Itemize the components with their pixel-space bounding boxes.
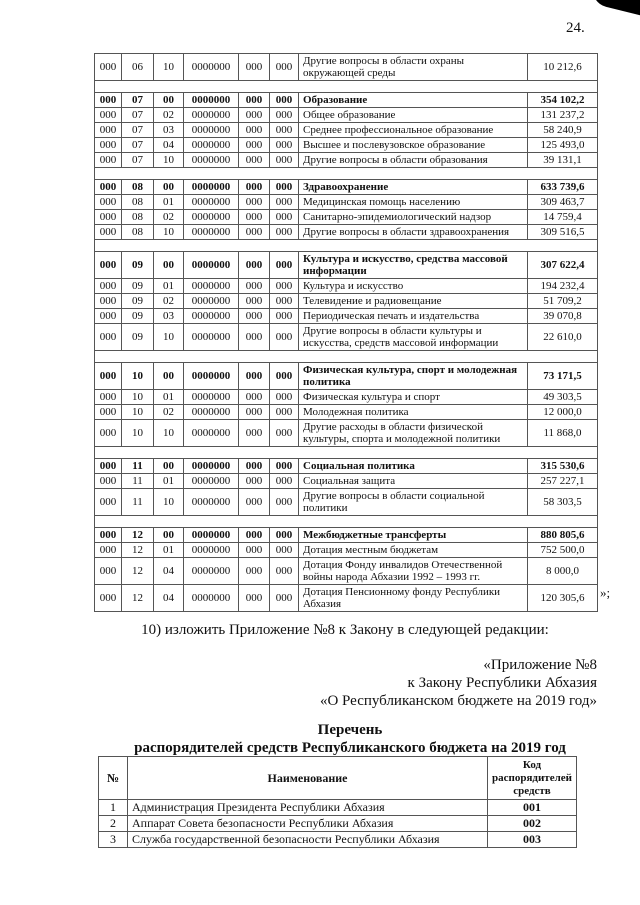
code-expense: 000 [239, 474, 270, 489]
code-expense: 000 [239, 420, 270, 447]
annex-header [320, 656, 597, 710]
code-target: 0000000 [184, 153, 239, 168]
code-economic: 000 [270, 294, 299, 309]
code-admin: 000 [95, 363, 122, 390]
code-expense: 000 [239, 93, 270, 108]
code-admin: 000 [95, 474, 122, 489]
expense-name: Другие вопросы в области культуры и искусства, средств массовой информации [299, 324, 528, 351]
expense-name: Высшее и послевузовское образование [299, 138, 528, 153]
amount: 125 493,0 [528, 138, 598, 153]
table-spacer-row [95, 447, 598, 459]
amount: 58 303,5 [528, 489, 598, 516]
code-section: 07 [122, 93, 154, 108]
spacer-cell [95, 81, 598, 93]
code-subsection: 00 [154, 93, 184, 108]
code-target: 0000000 [184, 390, 239, 405]
code-target: 0000000 [184, 459, 239, 474]
amount: 14 759,4 [528, 210, 598, 225]
code-admin: 000 [95, 54, 122, 81]
annex-header-line: к Закону Республики Абхазия [407, 675, 597, 691]
amount: 880 805,6 [528, 528, 598, 543]
table-row [95, 279, 598, 294]
code-admin: 000 [95, 309, 122, 324]
code-subsection: 04 [154, 558, 184, 585]
code-economic: 000 [270, 390, 299, 405]
scan-corner-artifact [589, 0, 640, 17]
expense-name: Межбюджетные трансферты [299, 528, 528, 543]
table-row [95, 585, 598, 612]
code-target: 0000000 [184, 585, 239, 612]
row-name: Аппарат Совета безопасности Республики Абхазия [128, 816, 488, 832]
code-expense: 000 [239, 294, 270, 309]
amount: 309 463,7 [528, 195, 598, 210]
code-admin: 000 [95, 93, 122, 108]
expense-name: Дотация Фонду инвалидов Отечественной войны народа Абхазии 1992 – 1993 гг. [299, 558, 528, 585]
expense-name: Дотация Пенсионному фонду Республики Абхазия [299, 585, 528, 612]
table-row [95, 543, 598, 558]
expense-name: Санитарно-эпидемиологический надзор [299, 210, 528, 225]
code-section: 09 [122, 309, 154, 324]
code-admin: 000 [95, 585, 122, 612]
section-total-row [95, 459, 598, 474]
code-admin: 000 [95, 195, 122, 210]
code-target: 0000000 [184, 93, 239, 108]
amount: 51 709,2 [528, 294, 598, 309]
amount: 22 610,0 [528, 324, 598, 351]
code-expense: 000 [239, 324, 270, 351]
expense-name: Другие расходы в области физической культуры, спорта и молодежной политики [299, 420, 528, 447]
amount: 257 227,1 [528, 474, 598, 489]
table-row [95, 108, 598, 123]
code-target: 0000000 [184, 363, 239, 390]
code-admin: 000 [95, 252, 122, 279]
amount: 633 739,6 [528, 180, 598, 195]
table-row [95, 474, 598, 489]
code-subsection: 10 [154, 420, 184, 447]
code-subsection: 10 [154, 54, 184, 81]
code-economic: 000 [270, 210, 299, 225]
code-expense: 000 [239, 180, 270, 195]
table-row [95, 405, 598, 420]
code-economic: 000 [270, 420, 299, 447]
code-expense: 000 [239, 459, 270, 474]
code-expense: 000 [239, 195, 270, 210]
code-admin: 000 [95, 294, 122, 309]
budget-expenditure-table [94, 53, 598, 612]
code-admin: 000 [95, 405, 122, 420]
code-section: 08 [122, 210, 154, 225]
code-expense: 000 [239, 108, 270, 123]
expense-name: Физическая культура, спорт и молодежная политика [299, 363, 528, 390]
spacer-cell [95, 168, 598, 180]
expense-name: Социальная политика [299, 459, 528, 474]
code-target: 0000000 [184, 195, 239, 210]
code-target: 0000000 [184, 405, 239, 420]
amount: 354 102,2 [528, 93, 598, 108]
code-expense: 000 [239, 528, 270, 543]
code-admin: 000 [95, 459, 122, 474]
spacer-cell [95, 351, 598, 363]
section-total-row [95, 528, 598, 543]
expense-name: Другие вопросы в области социальной политики [299, 489, 528, 516]
table-row [99, 800, 577, 816]
annex-header-line: «О Республиканском бюджете на 2019 год» [319, 693, 597, 709]
code-subsection: 03 [154, 309, 184, 324]
expense-name: Культура и искусство, средства массовой информации [299, 252, 528, 279]
code-target: 0000000 [184, 420, 239, 447]
code-target: 0000000 [184, 210, 239, 225]
code-target: 0000000 [184, 528, 239, 543]
code-economic: 000 [270, 180, 299, 195]
expense-name: Другие вопросы в области здравоохранения [299, 225, 528, 240]
code-subsection: 04 [154, 138, 184, 153]
code-economic: 000 [270, 123, 299, 138]
code-target: 0000000 [184, 123, 239, 138]
code-expense: 000 [239, 489, 270, 516]
code-admin: 000 [95, 153, 122, 168]
table-row [95, 225, 598, 240]
code-admin: 000 [95, 543, 122, 558]
code-expense: 000 [239, 153, 270, 168]
code-expense: 000 [239, 138, 270, 153]
code-subsection: 02 [154, 108, 184, 123]
code-subsection: 00 [154, 180, 184, 195]
section-total-row [95, 363, 598, 390]
code-economic: 000 [270, 324, 299, 351]
code-admin: 000 [95, 279, 122, 294]
code-expense: 000 [239, 390, 270, 405]
code-economic: 000 [270, 279, 299, 294]
code-section: 08 [122, 225, 154, 240]
code-target: 0000000 [184, 108, 239, 123]
amount: 194 232,4 [528, 279, 598, 294]
amount: 309 516,5 [528, 225, 598, 240]
code-admin: 000 [95, 528, 122, 543]
row-code: 003 [488, 832, 577, 848]
code-subsection: 10 [154, 324, 184, 351]
table-row [95, 489, 598, 516]
code-economic: 000 [270, 195, 299, 210]
header-num: № [99, 757, 128, 800]
row-name: Администрация Президента Республики Абхазия [128, 800, 488, 816]
amount: 49 303,5 [528, 390, 598, 405]
code-subsection: 10 [154, 225, 184, 240]
expense-name: Культура и искусство [299, 279, 528, 294]
code-economic: 000 [270, 363, 299, 390]
code-economic: 000 [270, 93, 299, 108]
code-subsection: 01 [154, 279, 184, 294]
table-row [95, 420, 598, 447]
code-economic: 000 [270, 153, 299, 168]
expense-name: Общее образование [299, 108, 528, 123]
code-admin: 000 [95, 489, 122, 516]
code-economic: 000 [270, 585, 299, 612]
table-row [95, 294, 598, 309]
amount: 73 171,5 [528, 363, 598, 390]
expense-name: Молодежная политика [299, 405, 528, 420]
code-section: 10 [122, 420, 154, 447]
section-total-row [95, 252, 598, 279]
table-row [95, 195, 598, 210]
section-total-row [95, 93, 598, 108]
code-section: 12 [122, 558, 154, 585]
code-expense: 000 [239, 558, 270, 585]
table-row [95, 309, 598, 324]
code-section: 12 [122, 585, 154, 612]
spacer-cell [95, 516, 598, 528]
expense-name: Другие вопросы в области образования [299, 153, 528, 168]
code-admin: 000 [95, 225, 122, 240]
amount: 307 622,4 [528, 252, 598, 279]
code-economic: 000 [270, 108, 299, 123]
code-subsection: 01 [154, 474, 184, 489]
code-subsection: 03 [154, 123, 184, 138]
list-title [60, 721, 640, 757]
expense-name: Другие вопросы в области охраны окружающей среды [299, 54, 528, 81]
row-code: 001 [488, 800, 577, 816]
code-economic: 000 [270, 252, 299, 279]
code-admin: 000 [95, 324, 122, 351]
spacer-cell [95, 447, 598, 459]
closing-quote-mark: »; [600, 585, 611, 600]
code-target: 0000000 [184, 558, 239, 585]
table-spacer-row [95, 81, 598, 93]
code-target: 0000000 [184, 309, 239, 324]
code-expense: 000 [239, 309, 270, 324]
code-economic: 000 [270, 225, 299, 240]
table-header-row [99, 757, 577, 800]
code-expense: 000 [239, 405, 270, 420]
code-target: 0000000 [184, 489, 239, 516]
table-row [95, 558, 598, 585]
row-name: Служба государственной безопасности Республики Абхазия [128, 832, 488, 848]
list-title-line: распорядителей средств Республиканского бюджета на 2019 год [134, 740, 566, 756]
code-subsection: 02 [154, 405, 184, 420]
code-expense: 000 [239, 123, 270, 138]
amount: 752 500,0 [528, 543, 598, 558]
code-section: 11 [122, 489, 154, 516]
table-row [95, 153, 598, 168]
code-expense: 000 [239, 54, 270, 81]
expense-name: Образование [299, 93, 528, 108]
code-section: 08 [122, 180, 154, 195]
table-spacer-row [95, 516, 598, 528]
amount: 12 000,0 [528, 405, 598, 420]
header-code: Код распорядителей средств [488, 757, 577, 800]
amount: 11 868,0 [528, 420, 598, 447]
section-total-row [95, 180, 598, 195]
code-section: 07 [122, 153, 154, 168]
table-row [95, 210, 598, 225]
budget-managers-table [98, 756, 577, 848]
code-economic: 000 [270, 543, 299, 558]
code-economic: 000 [270, 558, 299, 585]
code-target: 0000000 [184, 474, 239, 489]
table-spacer-row [95, 240, 598, 252]
page-number: 24. [566, 20, 585, 36]
code-section: 09 [122, 279, 154, 294]
code-target: 0000000 [184, 225, 239, 240]
code-subsection: 01 [154, 543, 184, 558]
code-subsection: 00 [154, 252, 184, 279]
code-section: 10 [122, 405, 154, 420]
table-spacer-row [95, 168, 598, 180]
list-title-line: Перечень [317, 722, 383, 738]
amount: 120 305,6 [528, 585, 598, 612]
expense-name: Здравоохранение [299, 180, 528, 195]
table-row [95, 324, 598, 351]
code-section: 06 [122, 54, 154, 81]
code-section: 09 [122, 324, 154, 351]
code-section: 12 [122, 543, 154, 558]
code-section: 07 [122, 108, 154, 123]
expense-name: Дотация местным бюджетам [299, 543, 528, 558]
table-row [95, 138, 598, 153]
code-subsection: 10 [154, 153, 184, 168]
code-admin: 000 [95, 390, 122, 405]
row-num: 3 [99, 832, 128, 848]
code-section: 08 [122, 195, 154, 210]
expense-name: Социальная защита [299, 474, 528, 489]
code-expense: 000 [239, 279, 270, 294]
table-row [95, 123, 598, 138]
code-target: 0000000 [184, 543, 239, 558]
amount: 315 530,6 [528, 459, 598, 474]
code-expense: 000 [239, 585, 270, 612]
code-section: 09 [122, 252, 154, 279]
code-section: 11 [122, 474, 154, 489]
amount: 39 131,1 [528, 153, 598, 168]
code-section: 10 [122, 390, 154, 405]
header-name: Наименование [128, 757, 488, 800]
code-section: 10 [122, 363, 154, 390]
amount: 10 212,6 [528, 54, 598, 81]
code-admin: 000 [95, 420, 122, 447]
code-admin: 000 [95, 210, 122, 225]
code-economic: 000 [270, 474, 299, 489]
code-admin: 000 [95, 108, 122, 123]
code-subsection: 10 [154, 489, 184, 516]
code-target: 0000000 [184, 252, 239, 279]
expense-name: Телевидение и радиовещание [299, 294, 528, 309]
table-row [99, 832, 577, 848]
code-expense: 000 [239, 252, 270, 279]
code-subsection: 01 [154, 390, 184, 405]
code-admin: 000 [95, 138, 122, 153]
code-section: 07 [122, 123, 154, 138]
code-section: 09 [122, 294, 154, 309]
code-subsection: 01 [154, 195, 184, 210]
spacer-cell [95, 240, 598, 252]
code-section: 11 [122, 459, 154, 474]
expense-name: Медицинская помощь населению [299, 195, 528, 210]
amount: 131 237,2 [528, 108, 598, 123]
code-target: 0000000 [184, 279, 239, 294]
table-row [99, 816, 577, 832]
code-target: 0000000 [184, 180, 239, 195]
code-expense: 000 [239, 225, 270, 240]
code-admin: 000 [95, 180, 122, 195]
code-subsection: 02 [154, 294, 184, 309]
row-code: 002 [488, 816, 577, 832]
code-target: 0000000 [184, 294, 239, 309]
amendment-instruction: 10) изложить Приложение №8 к Закону в следующей редакции: [141, 622, 549, 638]
code-expense: 000 [239, 210, 270, 225]
table-row [95, 390, 598, 405]
code-subsection: 04 [154, 585, 184, 612]
expense-name: Периодическая печать и издательства [299, 309, 528, 324]
code-subsection: 00 [154, 528, 184, 543]
code-economic: 000 [270, 528, 299, 543]
code-economic: 000 [270, 405, 299, 420]
code-target: 0000000 [184, 138, 239, 153]
code-admin: 000 [95, 123, 122, 138]
expense-name: Среднее профессиональное образование [299, 123, 528, 138]
row-num: 1 [99, 800, 128, 816]
expense-name: Физическая культура и спорт [299, 390, 528, 405]
code-economic: 000 [270, 54, 299, 81]
code-economic: 000 [270, 309, 299, 324]
table-row [95, 54, 598, 81]
code-target: 0000000 [184, 54, 239, 81]
amount: 8 000,0 [528, 558, 598, 585]
code-subsection: 02 [154, 210, 184, 225]
amount: 58 240,9 [528, 123, 598, 138]
table-spacer-row [95, 351, 598, 363]
code-subsection: 00 [154, 363, 184, 390]
code-section: 07 [122, 138, 154, 153]
code-economic: 000 [270, 459, 299, 474]
code-section: 12 [122, 528, 154, 543]
code-expense: 000 [239, 363, 270, 390]
code-expense: 000 [239, 543, 270, 558]
code-admin: 000 [95, 558, 122, 585]
row-num: 2 [99, 816, 128, 832]
code-economic: 000 [270, 138, 299, 153]
code-subsection: 00 [154, 459, 184, 474]
amount: 39 070,8 [528, 309, 598, 324]
code-economic: 000 [270, 489, 299, 516]
code-target: 0000000 [184, 324, 239, 351]
annex-header-line: «Приложение №8 [483, 657, 597, 673]
